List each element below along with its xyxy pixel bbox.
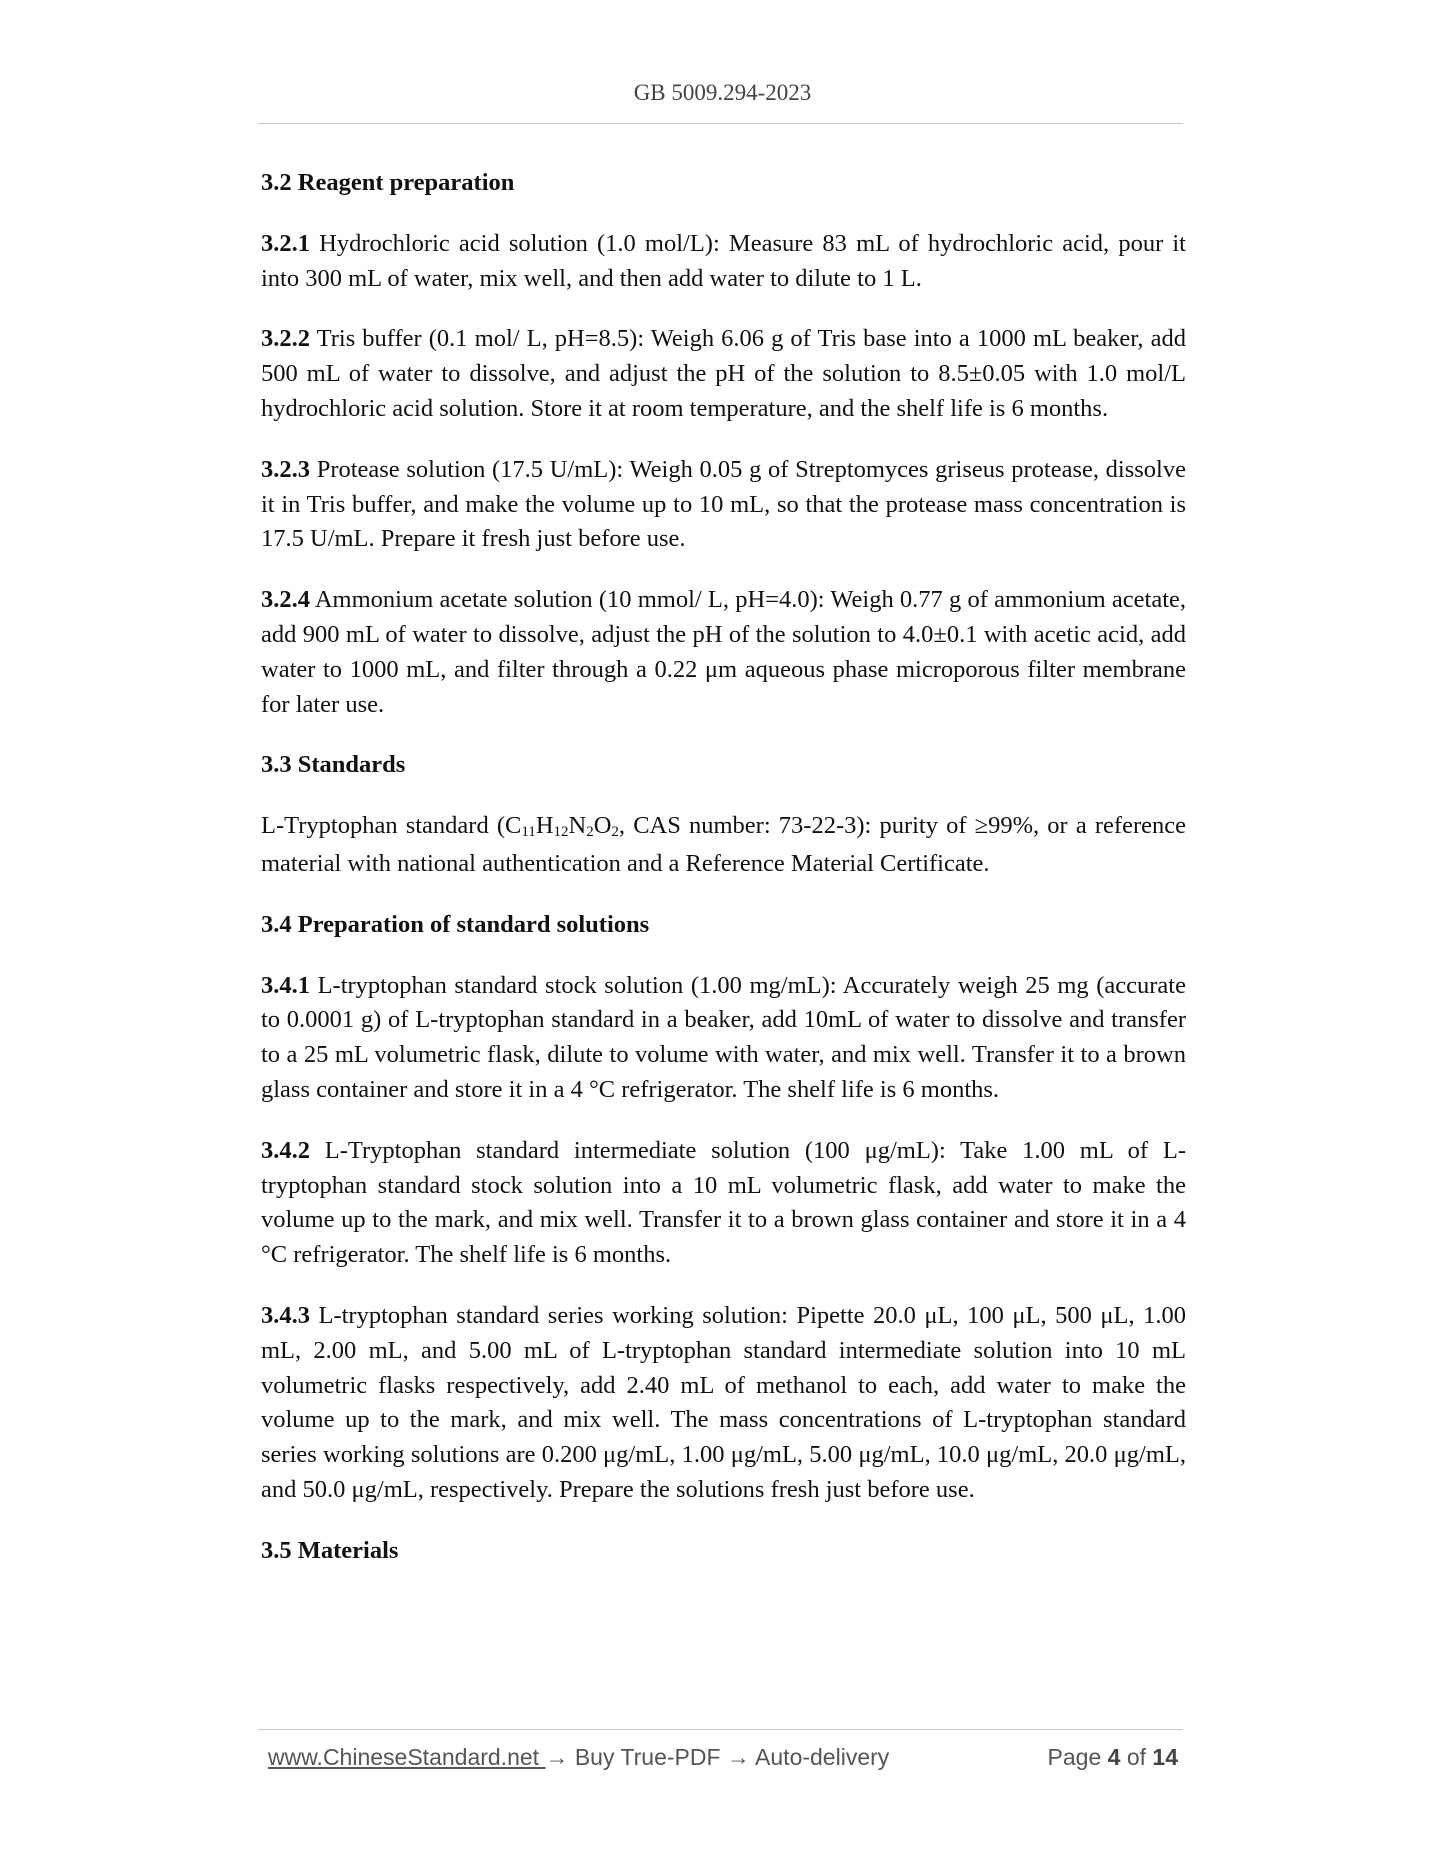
page-header: GB 5009.294-2023 bbox=[633, 80, 812, 105]
clause-text: Tris buffer (0.1 mol/ L, pH=8.5): Weigh 6.06 g of Tris base into a 1000 mL beaker, add 500 mL of water to dissolve, and adjust the pH of the solution to 8.5±0.05 with 1.0 mol/L hydrochloric acid solution. Store it at room temperature, and the shelf life is 6 months. bbox=[261, 325, 1186, 422]
clause-number: 3.2.4 bbox=[261, 586, 310, 614]
clause-text: Hydrochloric acid solution (1.0 mol/L): Measure 83 mL of hydrochloric acid, pour it into 300 mL of water, mix well, and then add water to dilute to 1 L. bbox=[261, 229, 1186, 292]
paragraph-3-4-1 bbox=[261, 969, 1186, 1108]
clause-number: 3.2.3 bbox=[261, 455, 310, 483]
footer-divider bbox=[258, 1729, 1183, 1730]
current-page-number: 4 bbox=[1107, 1744, 1121, 1770]
paragraph-3-4-2 bbox=[261, 1134, 1186, 1273]
clause-text: Protease solution (17.5 U/mL): Weigh 0.05 g of Streptomyces griseus protease, dissolve it in Tris buffer, and make the volume up to 10 mL, so that the protease mass concentration is 17.5 U/mL. Prepare it fresh just before use. bbox=[261, 455, 1186, 553]
section-heading-3-4: 3.4 Preparation of standard solutions bbox=[261, 910, 650, 938]
clause-number: 3.4.3 bbox=[261, 1301, 310, 1329]
paragraph-3-2-1 bbox=[261, 227, 1186, 297]
total-page-count: 14 bbox=[1152, 1744, 1178, 1770]
footer-tagline: → Buy True-PDF → Auto-delivery bbox=[545, 1744, 890, 1770]
footer-promo bbox=[268, 1744, 889, 1771]
section-heading-3-2: 3.2 Reagent preparation bbox=[261, 169, 515, 196]
clause-text: L-tryptophan standard stock solution (1.00 mg/mL): Accurately weigh 25 mg (accurate to 0.0001 g) of L-tryptophan standard in a beaker, add 10mL of water to dissolve and transfer to a 25 mL volumetric flask, dilute to volume with water, and mix well. Transfer it to a brown glass container and store it in a 4 °C refrigerator. The shelf life is 6 months. bbox=[261, 971, 1186, 1103]
section-heading-3-3: 3.3 Standards bbox=[261, 751, 406, 779]
header-divider bbox=[258, 123, 1183, 124]
paragraph-3-2-2 bbox=[261, 322, 1186, 426]
paragraph-3-2-3 bbox=[261, 453, 1186, 557]
clause-text: L-tryptophan standard series working solution: Pipette 20.0 μL, 100 μL, 500 μL, 1.00 mL, 2.00 mL, and 5.00 mL of L-tryptophan standard intermediate solution into 10 mL volumetric flasks respectively, add 2.40 mL of methanol to each, add water to make the volume up to the mark, and mix well. The mass concentrations of L-tryptophan standard series working solutions are 0.200 μg/mL, 1.00 μg/mL, 5.00 μg/mL, 10.0 μg/mL, 20.0 μg/mL, and 50.0 μg/mL, respectively. Prepare the solutions fresh just before use. bbox=[261, 1301, 1186, 1503]
page-indicator: Page 4 of 14 bbox=[1047, 1744, 1178, 1770]
clause-number: 3.4.1 bbox=[261, 971, 310, 999]
clause-text: L-Tryptophan standard intermediate solution (100 μg/mL): Take 1.00 mL of L-tryptophan standard stock solution into a 10 mL volumetric flask, add water to make the volume up to the mark, and mix well. Transfer it to a brown glass container and store it in a 4 °C refrigerator. The shelf life is 6 months. bbox=[261, 1136, 1186, 1269]
paragraph-3-4-3 bbox=[261, 1299, 1186, 1508]
paragraph-3-3: L-Tryptophan standard ($C_{11}H_{12}N_2O_2$, CAS number: 73-22-3): purity of ≥99%, or a reference material with national authentication and a Reference Material Certificate. bbox=[261, 812, 1186, 877]
clause-text: Ammonium acetate solution (10 mmol/ L, pH=4.0): Weigh 0.77 g of ammonium acetate, add 900 mL of water to dissolve, adjust the pH of the solution to 4.0±0.1 with acetic acid, add water to 1000 mL, and filter through a 0.22 μm aqueous phase microporous filter membrane for later use. bbox=[261, 586, 1186, 718]
paragraph-3-2-4 bbox=[261, 583, 1186, 722]
clause-number: 3.2.2 bbox=[261, 325, 310, 353]
section-heading-3-5: 3.5 Materials bbox=[261, 1536, 399, 1564]
clause-number: 3.2.1 bbox=[261, 229, 310, 257]
clause-number: 3.4.2 bbox=[261, 1136, 310, 1164]
website-link[interactable]: www.ChineseStandard.net bbox=[268, 1744, 546, 1770]
document-body bbox=[261, 166, 1186, 1595]
